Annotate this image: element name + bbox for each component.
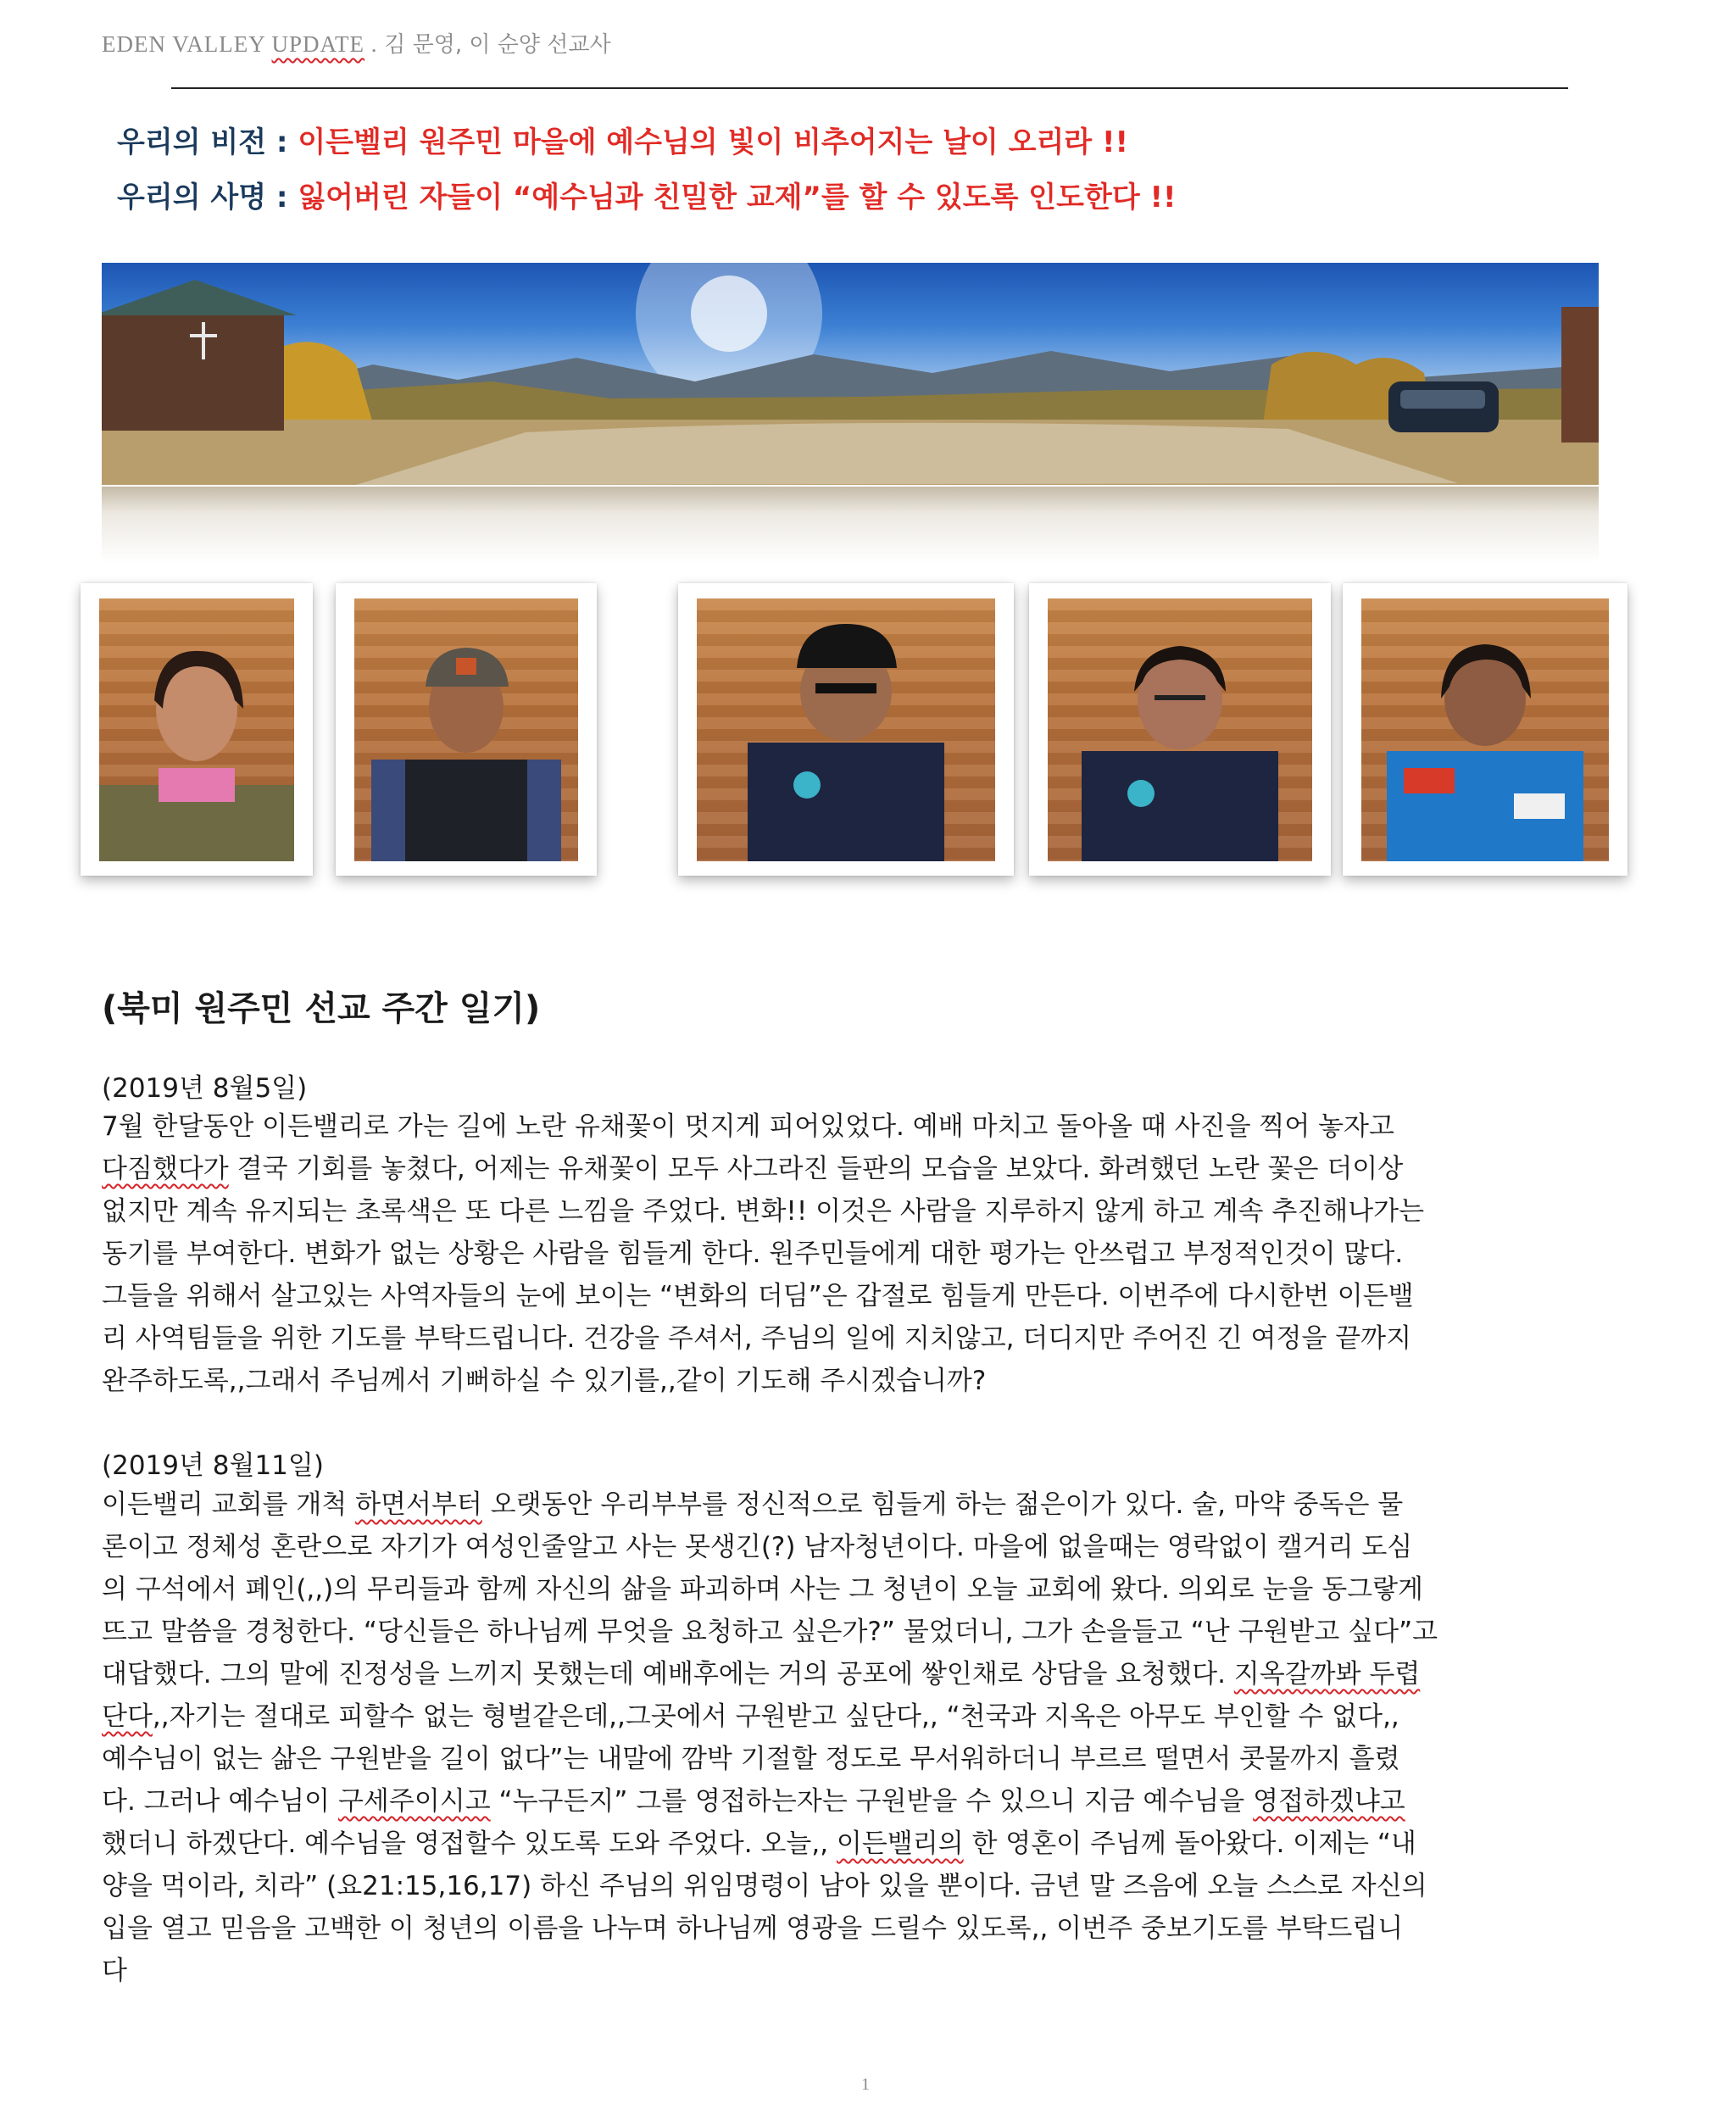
vision-text: 이든벨리 원주민 마을에 예수님의 빛이 비추어지는 날이 오리라 !! <box>298 125 1128 159</box>
spell-flag: 이든밸리의 <box>836 1828 964 1859</box>
entry2-line-3: 의 구석에서 폐인(,,)의 무리들과 함께 자신의 삶을 파괴하며 사는 그 청년이 오늘 교회에 왔다. 의외로 눈을 동그랗게 <box>102 1574 1423 1605</box>
spell-flag: 다짐했다가 <box>102 1154 229 1184</box>
entry2-line-1 <box>102 1483 1636 1526</box>
mission-statement <box>117 174 1177 215</box>
mission-label: 우리의 사명 : <box>117 181 298 214</box>
entry2-line-8-b: “누구든지” 그를 영접하는자는 구원받을 수 있으니 지금 예수님을 <box>490 1786 1254 1817</box>
spell-flag: 지옥갈까봐 두렵 <box>1233 1659 1421 1689</box>
entry2-line-9 <box>102 1823 1636 1865</box>
entry1-line-1: 7월 한달동안 이든밸리로 가는 길에 노란 유채꽃이 멋지게 피어있었다. 예배 마치고 돌아올 때 사진을 찍어 놓자고 <box>102 1111 1394 1142</box>
page-number: 1 <box>861 2075 870 2094</box>
entry2-line-6 <box>102 1695 1636 1738</box>
portrait-photo-1 <box>81 583 313 876</box>
entry1-line-3: 없지만 계속 유지되는 초록색은 또 다른 느낌을 주었다. 변화!! 이것은 사람을 지루하지 않게 하고 계속 추진해나가는 <box>102 1196 1425 1227</box>
entry2-line-6-rest: ,,자기는 절대로 피할수 없는 형벌같은데,,그곳에서 구원받고 싶단다,, “천국과 지옥은 아무도 부인할 수 없다,, <box>152 1701 1399 1732</box>
panorama-photo <box>102 263 1599 485</box>
mission-text: 잃어버린 자들이 “예수님과 친밀한 교제”를 할 수 있도록 인도한다 !! <box>298 181 1177 214</box>
entry2-line-5-a: 대답했다. 그의 말에 진정성을 느끼지 못했는데 예배후에는 거의 공포에 쌓인채로 상담을 요청했다. <box>102 1659 1234 1689</box>
spell-flag: 영접하겠냐고 <box>1253 1786 1405 1817</box>
entry2-line-2: 론이고 정체성 혼란으로 자기가 여성인줄알고 사는 못생긴(?) 남자청년이다. 마을에 없을때는 영락없이 캘거리 도심 <box>102 1532 1413 1562</box>
entry2-line-9-a: 했더니 하겠단다. 예수님을 영접할수 있도록 도와 주었다. 오늘,, <box>102 1828 837 1859</box>
entry2-line-11: 입을 열고 믿음을 고백한 이 청년의 이름을 나누며 하나님께 영광을 드릴수 있도록,, 이번주 중보기도를 부탁드립니 <box>102 1913 1404 1944</box>
portrait-photo-5 <box>1343 583 1628 876</box>
entry2-line-9-b: 한 영혼이 주님께 돌아왔다. 이제는 “내 <box>963 1828 1416 1859</box>
portrait-photo-3 <box>678 583 1014 876</box>
spell-flag: 하면서부터 <box>355 1489 482 1520</box>
spell-flag: 구세주이시고 <box>337 1786 491 1817</box>
newsletter-title-update: UPDATE <box>271 31 365 57</box>
panorama-reflection <box>102 487 1599 563</box>
header-authors: 김 문영, 이 순양 선교사 <box>384 32 611 58</box>
entry2-line-8 <box>102 1780 1636 1823</box>
entry2-line-1-a: 이든밸리 교회를 개척 <box>102 1489 356 1520</box>
entry1-line-6: 리 사역팀들을 위한 기도를 부탁드립니다. 건강을 주셔서, 주님의 일에 지치않고, 더디지만 주어진 긴 여정을 끝까지 <box>102 1323 1412 1354</box>
entry1-line-7: 완주하도록,,그래서 주님께서 기뻐하실 수 있기를,,같이 기도해 주시겠습니까? <box>102 1366 987 1396</box>
entry1-line-4: 동기를 부여한다. 변화가 없는 상황은 사람을 힘들게 한다. 원주민들에게 대한 평가는 안쓰럽고 부정적인것이 많다. <box>102 1238 1404 1269</box>
entry2-line-1-b: 오랫동안 우리부부를 정신적으로 힘들게 하는 젊은이가 있다. 술, 마약 중독은 물 <box>481 1489 1404 1520</box>
entry2-line-7: 예수님이 없는 삶은 구원받을 길이 없다”는 내말에 깜박 기절할 정도로 무서워하더니 부르르 떨면서 콧물까지 흘렸 <box>102 1744 1400 1774</box>
entry1-line-5: 그들을 위해서 살고있는 사역자들의 눈에 보이는 “변화의 더딤”은 갑절로 힘들게 만든다. 이번주에 다시한번 이든밸 <box>102 1281 1414 1311</box>
entry1-line-2 <box>102 1148 1636 1190</box>
entry2-line-4: 뜨고 말씀을 경청한다. “당신들은 하나님께 무엇을 요청하고 싶은가?” 물었더니, 그가 손을들고 “난 구원받고 싶다”고 <box>102 1617 1438 1647</box>
section-title: (북미 원주민 선교 주간 일기) <box>102 989 541 1028</box>
entry2-line-5 <box>102 1653 1636 1695</box>
entry-date-2: (2019년 8월11일) <box>102 1450 324 1481</box>
vision-statement <box>117 119 1128 160</box>
entry-body-2 <box>102 1483 1636 1992</box>
header-rule <box>171 87 1568 89</box>
entry2-line-8-a: 다. 그러나 예수님이 <box>102 1786 338 1817</box>
portrait-photo-4 <box>1029 583 1331 876</box>
newsletter-title: EDEN VALLEY <box>102 31 272 57</box>
entry1-line-2-rest: 결국 기회를 놓쳤다, 어제는 유채꽃이 모두 사그라진 들판의 모습을 보았다. 화려했던 노란 꽃은 더이상 <box>228 1154 1404 1184</box>
entry2-line-10: 양을 먹이라, 치라” (요21:15,16,17) 하신 주님의 위임명령이 남아 있을 뿐이다. 금년 말 즈음에 오늘 스스로 자신의 <box>102 1871 1427 1901</box>
header-separator: . <box>364 31 385 57</box>
spell-flag: 단다 <box>102 1701 153 1732</box>
running-header <box>102 27 611 58</box>
entry-date-1: (2019년 8월5일) <box>102 1073 308 1104</box>
entry-body-1 <box>102 1105 1636 1402</box>
entry2-line-12: 다 <box>102 1956 127 1986</box>
vision-label: 우리의 비전 : <box>117 125 298 159</box>
portrait-photo-2 <box>336 583 597 876</box>
